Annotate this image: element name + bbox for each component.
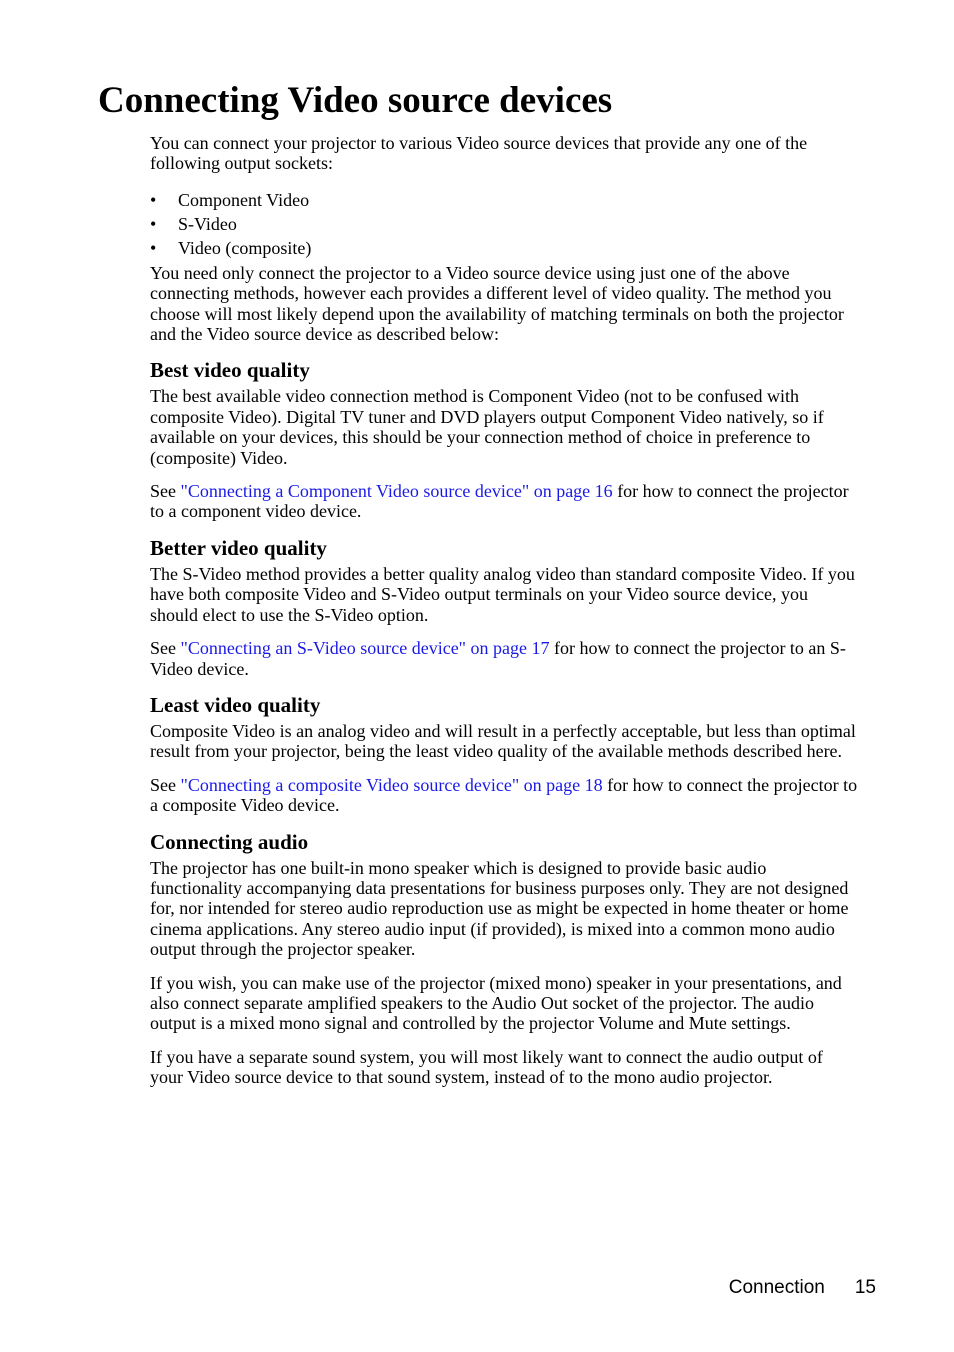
least-quality-see-also <box>150 775 858 816</box>
bullet-icon: • <box>150 213 157 234</box>
better-quality-paragraph: The S-Video method provides a better quality analog video than standard composite Video. If you have both composite Video and S-Video output terminals on your Video source device, you should elect to use the S-Video option. <box>150 563 855 625</box>
page-content <box>150 133 858 1088</box>
best-quality-see-also <box>150 481 858 522</box>
composite-video-link[interactable]: "Connecting a composite Video source device" on page 18 <box>180 774 603 795</box>
audio-paragraph-2: If you wish, you can make use of the projector (mixed mono) speaker in your presentations, and also connect separate amplified speakers to the Audio Out socket of the projector. The audio output is a mixed mono signal and controlled by the projector Volume and Mute settings. <box>150 972 842 1034</box>
intro-paragraph: You can connect your projector to various Video source devices that provide any one of the following output sockets: <box>150 133 808 174</box>
footer-section-name: Connection <box>728 1277 825 1298</box>
see-also-text: for how to connect the projector to an S-Video device. <box>150 638 846 679</box>
bullet-icon: • <box>150 189 157 210</box>
see-label: See <box>150 774 181 795</box>
heading-best-video-quality: Best video quality <box>150 358 310 383</box>
list-item <box>150 188 858 212</box>
least-quality-paragraph: Composite Video is an analog video and will result in a perfectly acceptable, but less than optimal result from your projector, being the least video quality of the available methods described here. <box>150 720 856 762</box>
see-also-text: for how to connect the projector to a composite Video device. <box>150 774 858 816</box>
see-label: See <box>150 638 181 659</box>
list-item-label: Component Video <box>178 189 310 210</box>
list-item-label: S-Video <box>178 213 237 234</box>
see-also-text: for how to connect the projector to a component video device. <box>150 481 849 522</box>
list-item-label: Video (composite) <box>178 237 312 258</box>
s-video-link[interactable]: "Connecting an S-Video source device" on page 17 <box>180 638 550 659</box>
page-number: 15 <box>854 1277 876 1298</box>
heading-connecting-audio: Connecting audio <box>150 829 309 854</box>
page-title: Connecting Video source devices <box>98 80 613 121</box>
list-item <box>150 236 858 260</box>
list-item <box>150 212 858 236</box>
bullet-icon: • <box>150 237 157 258</box>
see-label: See <box>150 481 181 502</box>
heading-least-video-quality: Least video quality <box>150 692 321 717</box>
output-sockets-list <box>150 188 858 260</box>
page-footer <box>0 1276 876 1300</box>
audio-paragraph-1: The projector has one built-in mono speaker which is designed to provide basic audio functionality accompanying data presentations for business purposes only. They are not designed for, nor intended for stereo audio reproduction use as might be expected in home theater or home cinema applications. Any stereo audio input (if provided), is mixed into a common mono audio output through the projector speaker. <box>150 857 849 960</box>
component-video-link[interactable]: "Connecting a Component Video source device" on page 16 <box>180 481 613 502</box>
heading-better-video-quality: Better video quality <box>150 535 327 560</box>
audio-paragraph-3: If you have a separate sound system, you will most likely want to connect the audio output of your Video source device to that sound system, instead of to the mono audio projector. <box>150 1046 823 1088</box>
best-quality-paragraph: The best available video connection method is Component Video (not to be confused with composite Video). Digital TV tuner and DVD players output Component Video natively, so if available on your devices, this should be your connection method of choice in preference to (composite) Video. <box>150 386 824 468</box>
method-paragraph: You need only connect the projector to a Video source device using just one of the above connecting methods, however each provides a different level of video quality. The method you choose will most likely depend upon the availability of matching terminals on both the projector and the Video source device as described below: <box>150 262 844 345</box>
better-quality-see-also <box>150 638 858 679</box>
